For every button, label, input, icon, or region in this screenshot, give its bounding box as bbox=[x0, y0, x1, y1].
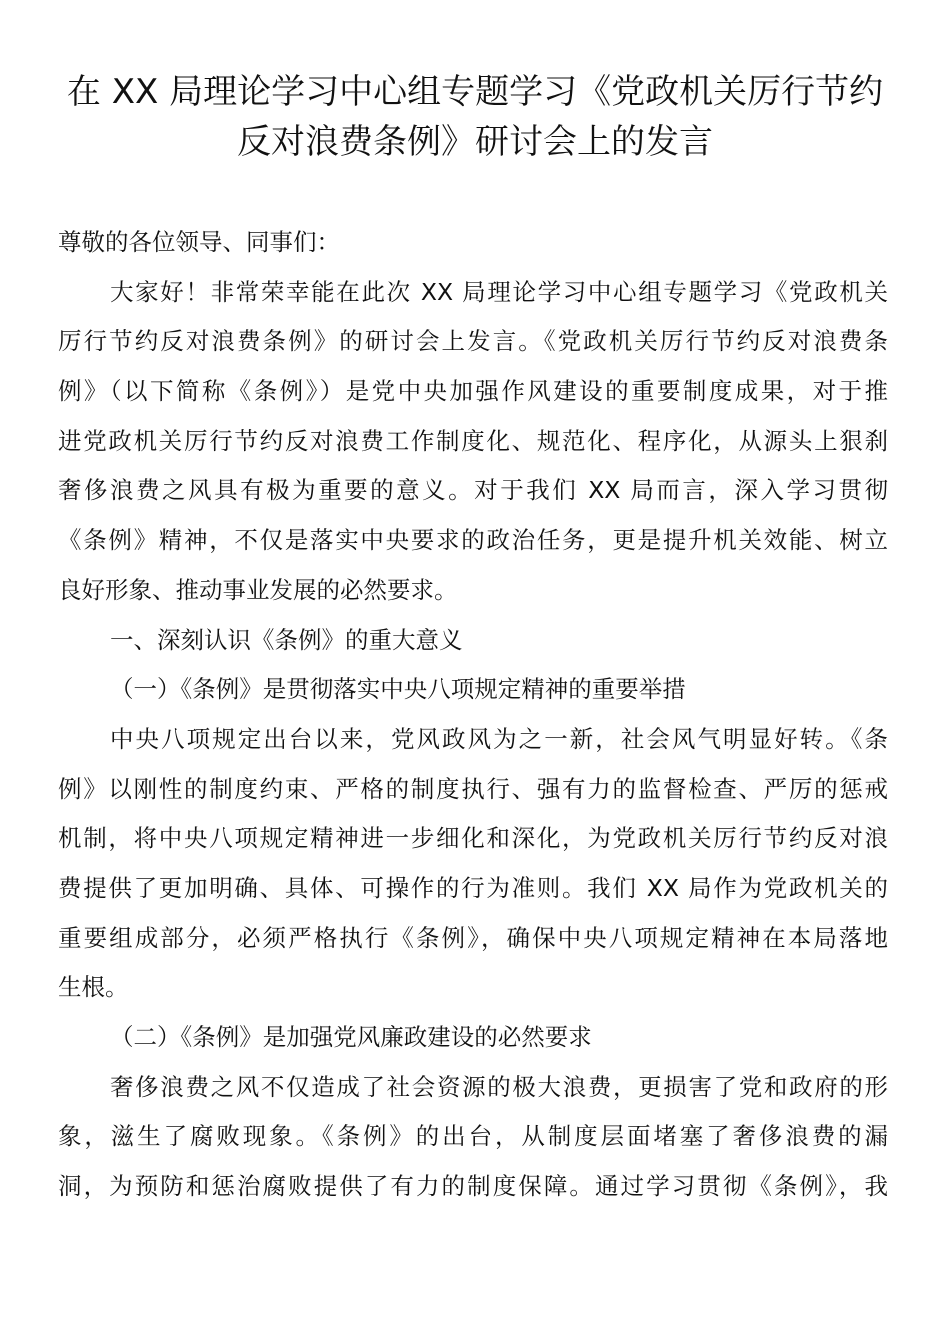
paragraph-line: 中央八项规定出台以来，党风政风为之一新，社会风气明显好转。《条 bbox=[110, 724, 888, 753]
paragraph-line: 奢侈浪费之风不仅造成了社会资源的极大浪费，更损害了党和政府的形 bbox=[110, 1072, 888, 1101]
paragraph-line: 例》以刚性的制度约束、严格的制度执行、强有力的监督检查、严厉的惩戒 bbox=[58, 774, 888, 803]
paragraph-line: 奢侈浪费之风具有极为重要的意义。对于我们 XX 局而言，深入学习贯彻 bbox=[58, 476, 888, 505]
paragraph-line: 机制，将中央八项规定精神进一步细化和深化，为党政机关厉行节约反对浪 bbox=[58, 824, 888, 853]
paragraph-line: 洞，为预防和惩治腐败提供了有力的制度保障。通过学习贯彻《条例》，我 bbox=[58, 1172, 888, 1201]
paragraph-line: 费提供了更加明确、具体、可操作的行为准则。我们 XX 局作为党政机关的 bbox=[58, 873, 888, 902]
paragraph-line: 《条例》精神，不仅是落实中央要求的政治任务，更是提升机关效能、树立 bbox=[58, 526, 888, 555]
subsection-heading: （二）《条例》是加强党风廉政建设的必然要求 bbox=[110, 1023, 592, 1051]
document-title-line-2: 反对浪费条例》研讨会上的发言 bbox=[237, 122, 713, 162]
paragraph-line: 进党政机关厉行节约反对浪费工作制度化、规范化、程序化，从源头上狠刹 bbox=[58, 426, 888, 455]
paragraph-line: 生根。 bbox=[58, 973, 129, 1002]
paragraph-line: 大家好！非常荣幸能在此次 XX 局理论学习中心组专题学习《党政机关 bbox=[110, 277, 888, 306]
subsection-heading: （一）《条例》是贯彻落实中央八项规定精神的重要举措 bbox=[110, 675, 686, 704]
paragraph-line: 良好形象、推动事业发展的必然要求。 bbox=[58, 575, 458, 604]
paragraph-line: 厉行节约反对浪费条例》的研讨会上发言。《党政机关厉行节约反对浪费条 bbox=[58, 327, 888, 356]
salutation: 尊敬的各位领导、同事们： bbox=[58, 228, 340, 256]
section-heading: 一、深刻认识《条例》的重大意义 bbox=[110, 625, 463, 654]
paragraph-line: 例》（以下简称《条例》）是党中央加强作风建设的重要制度成果，对于推 bbox=[58, 377, 888, 406]
paragraph-line: 重要组成部分，必须严格执行《条例》，确保中央八项规定精神在本局落地 bbox=[58, 923, 888, 952]
document-body bbox=[58, 218, 888, 1212]
document-title-line-1: 在 XX 局理论学习中心组专题学习《党政机关厉行节约 bbox=[66, 72, 884, 112]
paragraph-line: 象，滋生了腐败现象。《条例》的出台，从制度层面堵塞了奢侈浪费的漏 bbox=[58, 1122, 888, 1151]
